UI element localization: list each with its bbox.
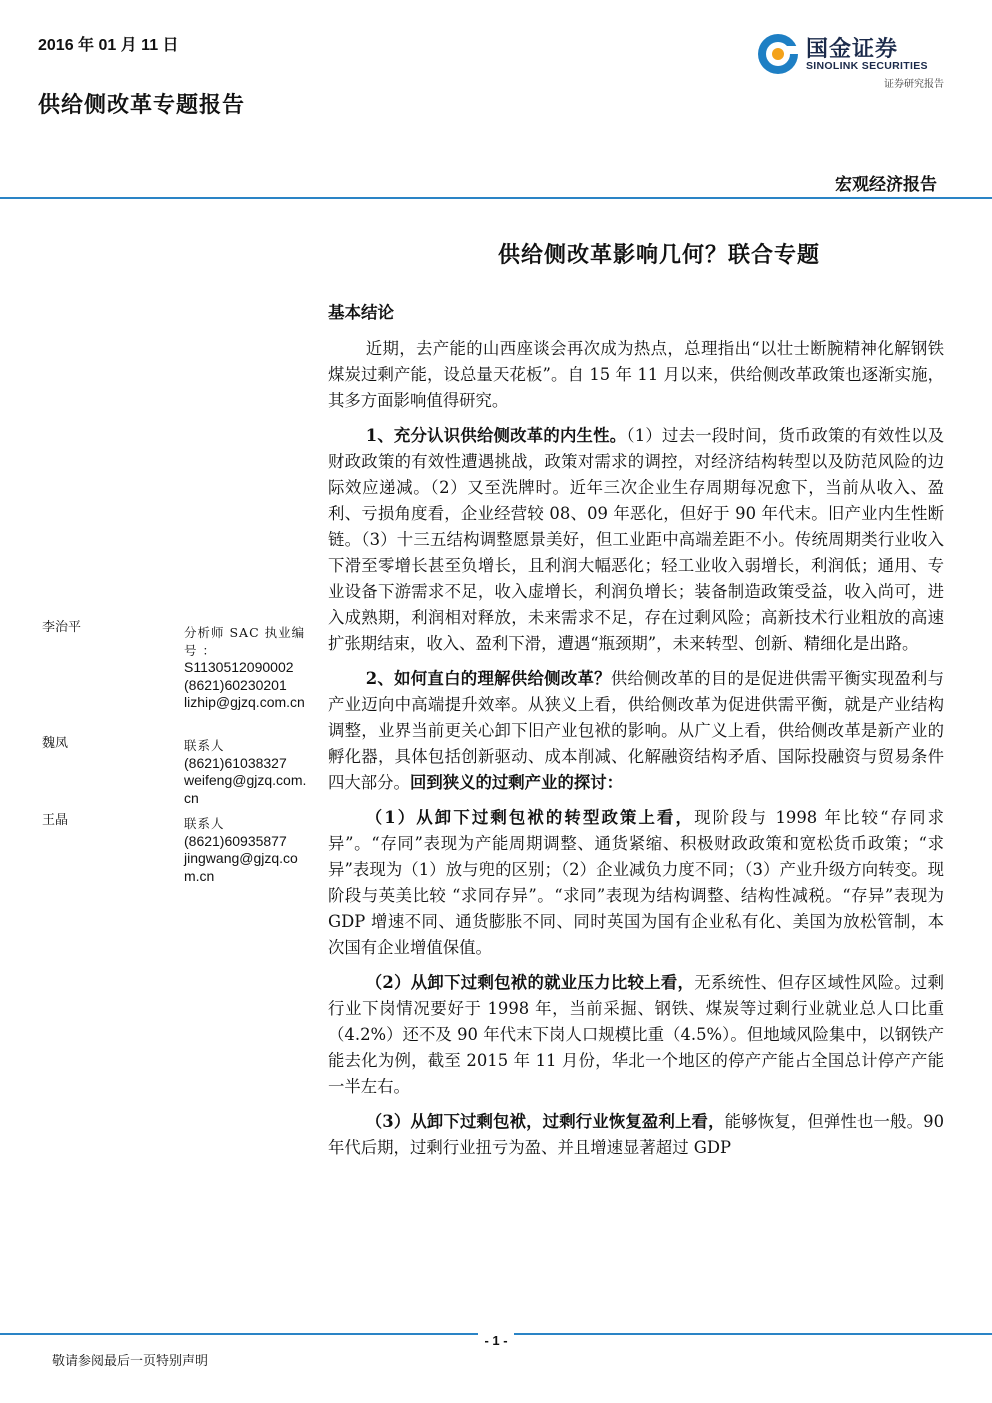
analyst-role: 分析师 SAC 执业编 号 ：: [184, 625, 306, 658]
body-paragraph: [328, 666, 944, 796]
analyst-phone: (8621)60230201: [184, 676, 287, 693]
logo-mark-icon: [756, 32, 800, 76]
analyst-phone: (8621)61038327: [184, 754, 287, 771]
logo-subtitle: 证券研究报告: [884, 79, 944, 90]
analyst-contact: [184, 737, 308, 807]
analyst-email[interactable]: jingwang@gjzq.com.cn: [184, 850, 298, 884]
company-logo: [756, 30, 946, 90]
footer-disclaimer: 敬请参阅最后一页特别声明: [52, 1354, 209, 1369]
report-type: 宏观经济报告: [835, 175, 937, 195]
analyst-role: 联系人: [184, 816, 225, 831]
logo-english-name: SINOLINK SECURITIES: [806, 60, 928, 72]
report-date: 2016 年 01 月 11 日: [38, 37, 179, 54]
paragraph-text: 无系统性、但存区域性风险。过剩行业下岗情况要好于 1998 年，当前采掘、钢铁、煤炭等过剩行业就业总人口比重（4.2%）还不及 90 年代末下岗人口规模比重（4.5%）。但地域风险集中，以钢铁产能去化为例，截至 2015 年 11 月份，华北一个地区的停产产能占全国总计停产产能一半左右。: [328, 973, 944, 1096]
page-number-wrap: [0, 1333, 992, 1348]
section-heading: 基本结论: [328, 303, 394, 322]
paragraph-lead: （1）从卸下过剩包袱的转型政策上看，: [365, 808, 695, 827]
analyst-contact: [184, 815, 308, 885]
analyst-name: 魏凤: [42, 736, 69, 751]
logo-chinese-name: 国金证券: [806, 37, 899, 62]
paragraph-lead: （3）从卸下过剩包袱，过剩行业恢复盈利上看，: [365, 1112, 725, 1131]
header-divider: [0, 197, 992, 199]
body-paragraph: [328, 970, 944, 1100]
paragraph-text: 现阶段与 1998 年比较“存同求异”。“存同”表现为产能周期调整、通货紧缩、积极财政政策和宽松货币政策；“求异”表现为（1）放与兜的区别；（2）企业减负力度不同；（3）产业升级方向转变。现阶段与英美比较 “求同存异”。“求同”表现为结构调整、结构性减税。“存异”表现为 GDP 增速不同、通货膨胀不同、同时英国为国有企业私有化、美国为放松管制，本次国有企业增值保值。: [328, 808, 945, 957]
paragraph-lead: （2）从卸下过剩包袱的就业压力比较上看，: [365, 973, 695, 992]
paragraph-lead: 1、充分认识供给侧改革的内生性。: [365, 426, 627, 445]
analyst-phone: (8621)60935877: [184, 832, 287, 849]
analyst-name: 王晶: [42, 813, 69, 828]
page-number: - 1 -: [478, 1333, 513, 1348]
analyst-email[interactable]: lizhip@gjzq.com.cn: [184, 694, 305, 710]
paragraph-text: 能够恢复，但弹性也一般。90 年代后期，过剩行业扭亏为盈、并且增速显著超过 GDP: [328, 1112, 945, 1157]
paragraph-text: （1）过去一段时间，货币政策的有效性以及财政政策的有效性遭遇挑战，政策对需求的调控，对经济结构转型以及防范风险的边际效应递减。（2）又至洗牌时。近年三次企业生存周期每况愈下，当前从收入、盈利、亏损角度看，企业经营较 08、09 年恶化，但好于 90 年代末。旧产业内生性断链。（3）十三五结构调整愿景美好，但工业距中高端差距不小。传统周期类行业收入下滑至零增长甚至负增长，且利润大幅恶化；轻工业收入弱增长，利润低；通用、专业设备下游需求不足，收入虚增长，利润负增长；装备制造政策受益，收入尚可，进入成熟期，利润相对释放，未来需求不足，存在过剩风险；高新技术行业粗放的高速扩张期结束，收入、盈利下滑，遭遇“瓶颈期”，未来转型、创新、精细化是出路。: [328, 426, 945, 653]
body-paragraph: [328, 423, 944, 657]
series-title: 供给侧改革专题报告: [38, 92, 246, 118]
analyst-sac-number: S1130512090002: [184, 659, 294, 675]
analyst-email[interactable]: weifeng@gjzq.com.cn: [184, 772, 307, 806]
report-body: [328, 300, 944, 1170]
analyst-name: 李治平: [42, 620, 82, 635]
body-paragraph: [328, 1109, 944, 1161]
paragraph-text: 供给侧改革的目的是促进供需平衡实现盈利与产业迈向中高端提升效率。从狭义上看，供给侧改革为促进供需平衡，就是产业结构调整，业界当前更关心卸下旧产业包袱的影响。从广义上看，供给侧改革是新产业的孵化器，具体包括创新驱动、成本削减、化解融资结构矛盾、国际投融资与贸易条件四大部分。: [328, 669, 945, 792]
body-paragraph: [328, 805, 944, 961]
paragraph-lead: 2、如何直白的理解供给侧改革？: [365, 669, 611, 688]
paragraph-lead: 回到狭义的过剩产业的探讨：: [409, 773, 624, 792]
body-paragraph: 近期，去产能的山西座谈会再次成为热点，总理指出“以壮士断腕精神化解钢铁煤炭过剩产能，设总量天花板”。自 15 年 11 月以来，供给侧改革政策也逐渐实施，其多方面影响值得研究。: [328, 339, 944, 410]
report-title: 供给侧改革影响几何？联合专题: [497, 242, 820, 268]
analyst-contact: [184, 624, 308, 712]
analyst-role: 联系人: [184, 738, 225, 753]
